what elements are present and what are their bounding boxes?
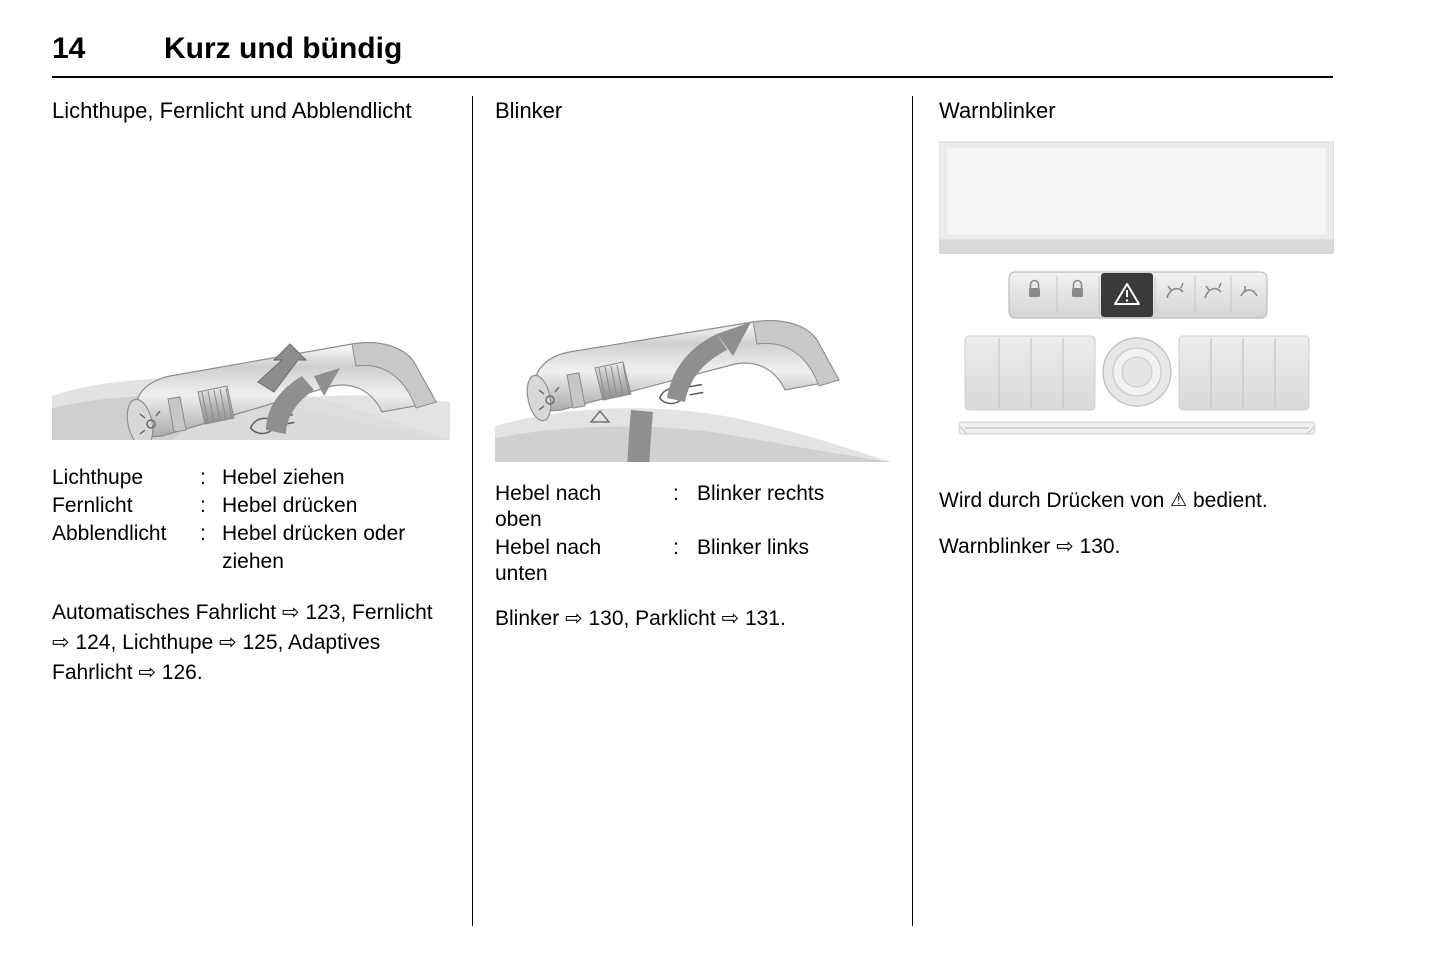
center-console-hazard-button-illustration <box>939 140 1334 470</box>
warnblinker-text-suffix: bedient. <box>1187 489 1268 512</box>
page-header <box>52 32 1333 78</box>
definition-continuation: ziehen <box>222 550 284 573</box>
section-title-lichthupe: Lichthupe, Fernlicht und Abblendlicht <box>52 98 412 123</box>
definition-list-blinker <box>495 480 890 588</box>
definition-colon: : <box>673 482 679 505</box>
definition-description: Blinker rechts <box>697 482 825 505</box>
definition-row <box>495 480 890 508</box>
definition-term: Hebel nach <box>495 482 602 505</box>
definition-term-second-line: unten <box>495 562 548 585</box>
column-lichthupe <box>52 96 472 926</box>
definition-row <box>495 534 890 562</box>
turn-signal-stalk-high-beam-illustration <box>52 140 450 440</box>
definition-description: Hebel ziehen <box>222 466 345 489</box>
definition-colon: : <box>673 536 679 559</box>
hazard-warning-icon: ⚠ <box>1170 489 1188 511</box>
definition-row <box>52 492 450 520</box>
warnblinker-body-line-2: Warnblinker ⇨ 130. <box>939 535 1121 558</box>
definition-row <box>52 464 450 492</box>
definition-description: Hebel drücken <box>222 494 358 517</box>
content-columns <box>52 96 1333 926</box>
warnblinker-text-prefix: Wird durch Drücken von <box>939 489 1171 512</box>
definition-term: Fernlicht <box>52 494 133 517</box>
definition-colon: : <box>200 522 206 545</box>
section-title-blinker: Blinker <box>495 98 563 123</box>
definition-colon: : <box>200 466 206 489</box>
page-number: 14 <box>52 32 86 65</box>
warnblinker-body-line-1 <box>939 486 1333 516</box>
section-title-warnblinker: Warnblinker <box>939 98 1056 123</box>
turn-signal-stalk-indicator-illustration <box>495 140 891 462</box>
cross-reference-paragraph-blinker: Blinker ⇨ 130, Parklicht ⇨ 131. <box>495 607 786 630</box>
definition-term: Hebel nach <box>495 536 602 559</box>
column-blinker <box>472 96 912 926</box>
definition-term: Abblendlicht <box>52 522 167 545</box>
definition-description: Blinker links <box>697 536 810 559</box>
definition-term: Lichthupe <box>52 466 144 489</box>
cross-reference-paragraph-lichthupe: Automatisches Fahrlicht ⇨ 123, Fernlicht ⇨ 124, Lichthupe ⇨ 125, Adaptives Fahrlicht ⇨ 126. <box>52 601 433 684</box>
definition-description: Hebel drücken oder <box>222 522 406 545</box>
definition-colon: : <box>200 494 206 517</box>
definition-list-lichthupe <box>52 464 450 576</box>
column-warnblinker <box>912 96 1333 926</box>
chapter-title: Kurz und bündig <box>164 32 403 65</box>
definition-term-second-line: oben <box>495 508 542 531</box>
definition-row <box>52 520 450 548</box>
